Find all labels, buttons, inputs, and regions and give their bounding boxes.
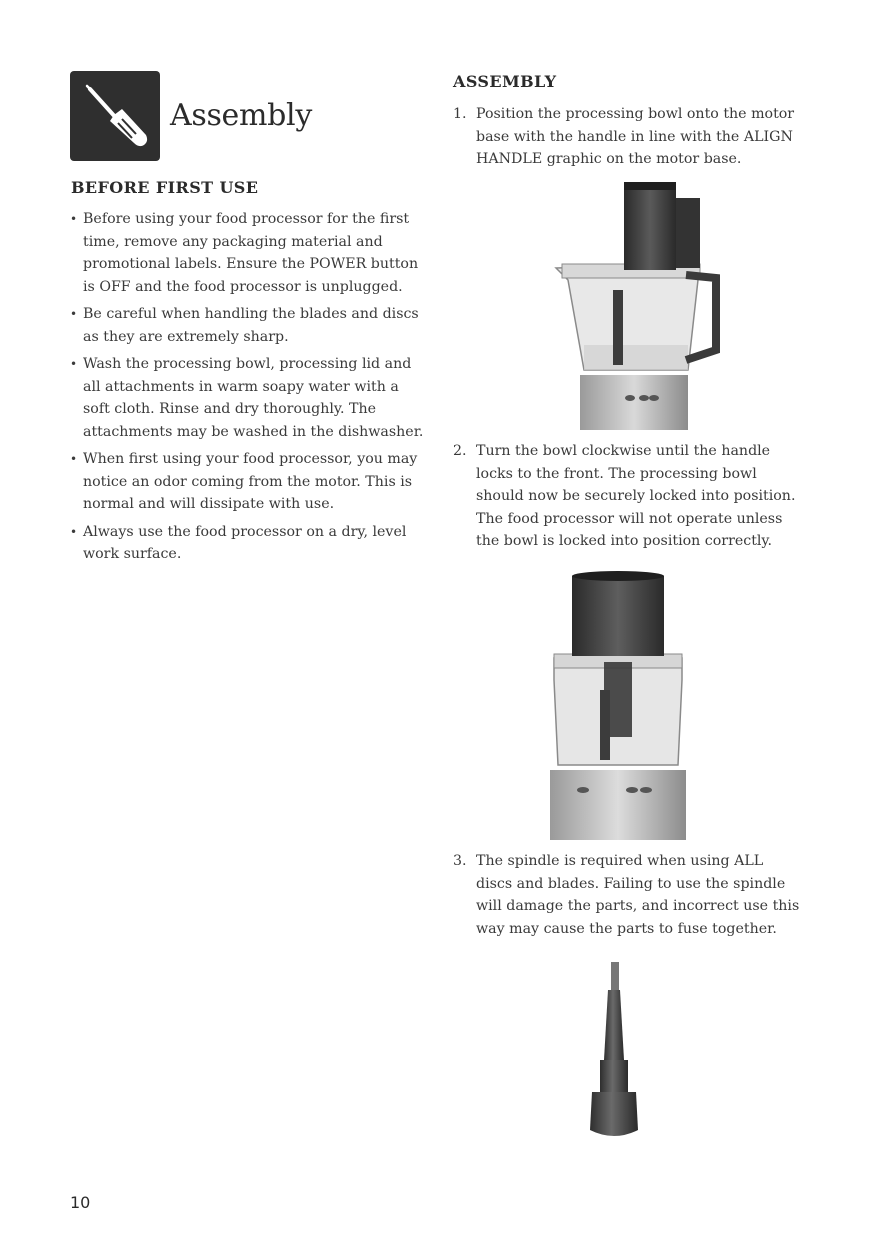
- step-number: 1.: [453, 106, 467, 122]
- step-text: Position the processing bowl onto the motor base with the handle in line with the ALIGN HANDLE graphic on the motor base.: [476, 106, 795, 167]
- assembly-step-2: [453, 440, 803, 553]
- step-text: The spindle is required when using ALL discs and blades. Failing to use the spindle will damage the parts, and incorrect use this way may cause the parts to fuse together.: [476, 853, 800, 937]
- list-item: • When first using your food processor, you may notice an odor coming from the motor. This is normal and will dissipate with use.: [70, 448, 425, 516]
- assembly-step-1: [453, 103, 803, 171]
- bowl-locked-image: [548, 570, 688, 840]
- step-text: Turn the bowl clockwise until the handle locks to the front. The processing bowl should now be securely locked into position. The food processor will not operate unless the bowl is locked into position correctly.: [476, 443, 796, 549]
- list-item: • Be careful when handling the blades and discs as they are extremely sharp.: [70, 303, 425, 348]
- before-first-use-list: [70, 208, 425, 571]
- spindle-image: [586, 960, 642, 1140]
- list-item: • Wash the processing bowl, processing lid and all attachments in warm soapy water with a soft cloth. Rinse and dry thoroughly. The attachments may be washed in the dishwasher.: [70, 353, 425, 443]
- assembly-heading: ASSEMBLY: [453, 72, 557, 91]
- page-title: Assembly: [170, 98, 313, 133]
- bowl-on-base-image: [548, 180, 720, 430]
- step-number: 3.: [453, 853, 467, 869]
- list-item: • Before using your food processor for the first time, remove any packaging material and promotional labels. Ensure the POWER button is OFF and the food processor is unplugged.: [70, 208, 425, 298]
- assembly-step-3: [453, 850, 803, 940]
- before-first-use-heading: BEFORE FIRST USE: [71, 178, 259, 197]
- page-number: 10: [70, 1193, 91, 1212]
- step-number: 2.: [453, 443, 467, 459]
- list-item: • Always use the food processor on a dry, level work surface.: [70, 521, 425, 566]
- screwdriver-icon: [70, 71, 160, 161]
